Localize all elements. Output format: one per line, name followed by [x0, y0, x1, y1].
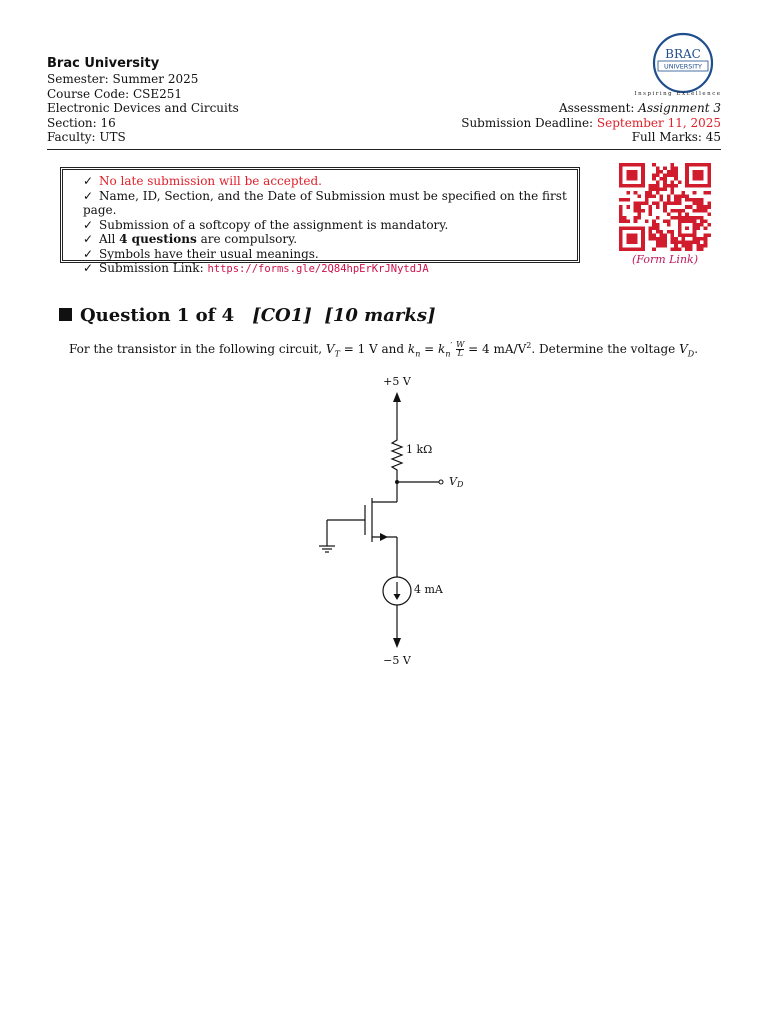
label-current: 4 mA	[414, 583, 443, 596]
instructions-box	[60, 167, 580, 275]
assessment-title: Assignment 3	[638, 101, 721, 115]
qr-caption[interactable]: (Form Link)	[632, 253, 698, 266]
qr-code[interactable]	[619, 163, 711, 251]
logo-tagline: Inspiring Excellence	[634, 91, 722, 97]
check-icon: ✓	[83, 261, 94, 275]
course-name: Electronic Devices and Circuits	[47, 101, 239, 115]
question-marks: [10 marks]	[324, 305, 436, 326]
instruction-item: ✓ Submission Link: https://forms.gle/2Q84hpErKrJNytdJA	[83, 261, 429, 275]
submission-link[interactable]: https://forms.gle/2Q84hpErKrJNytdJA	[207, 263, 429, 275]
check-icon: ✓	[83, 174, 94, 188]
header-info	[47, 55, 239, 145]
question-title: Question 1 of 4 [CO1] [10 marks]	[59, 305, 435, 326]
logo-text-brac: BRAC	[665, 47, 701, 61]
question-co: [CO1]	[252, 305, 312, 326]
faculty: Faculty: UTS	[47, 130, 126, 144]
instruction-item: ✓ No late submission will be accepted.	[83, 174, 322, 188]
label-vd: VD	[449, 475, 464, 489]
label-resistor: 1 kΩ	[406, 443, 433, 456]
brac-university-logo	[652, 32, 714, 94]
deadline-date: September 11, 2025	[596, 115, 721, 130]
junction-dot	[395, 480, 399, 484]
check-icon: ✓	[83, 232, 94, 246]
circuit-diagram	[300, 370, 500, 670]
vd-terminal	[439, 480, 443, 484]
section: Section: 16	[47, 115, 116, 130]
instruction-item: ✓ Symbols have their usual meanings.	[83, 246, 319, 261]
source-arrow-icon	[380, 533, 388, 541]
label-vminus: −5 V	[383, 654, 411, 667]
semester: Semester: Summer 2025	[47, 72, 199, 86]
check-icon: ✓	[83, 217, 94, 232]
current-arrow-icon	[394, 594, 401, 600]
assessment: Assessment: Assignment 3	[558, 101, 721, 115]
question-text: For the transistor in the following circuit, $V_T = 1$ V and $k_n = k_n'$ $\frac{W}{L}$ = 4 $mA/V^2$. Determine the voltage $V_D$.	[69, 340, 699, 359]
fraction-w-over-l: $\frac{W}{L}$	[456, 340, 465, 358]
instruction-item: ✓ All 4 questions are compulsory.	[83, 232, 298, 246]
header-divider	[47, 149, 721, 150]
deadline: Submission Deadline: September 11, 2025	[461, 115, 721, 130]
check-icon: ✓	[83, 246, 94, 261]
arrow-down-icon	[393, 638, 401, 648]
full-marks: Full Marks: 45	[631, 130, 721, 144]
resistor-1k	[392, 435, 402, 482]
university-name: Brac University	[47, 56, 160, 71]
logo-text-university: UNIVERSITY	[664, 62, 702, 71]
arrow-up-icon	[393, 392, 401, 402]
label-vplus: +5 V	[383, 375, 411, 388]
square-bullet-icon	[59, 308, 72, 321]
instruction-item: ✓ Name, ID, Section, and the Date of Submission must be specified on the first page.	[83, 188, 567, 217]
assessment-info	[461, 101, 721, 145]
course-code: Course Code: CSE251	[47, 86, 183, 101]
instruction-item: ✓ Submission of a softcopy of the assignment is mandatory.	[83, 217, 449, 232]
check-icon: ✓	[83, 188, 94, 203]
